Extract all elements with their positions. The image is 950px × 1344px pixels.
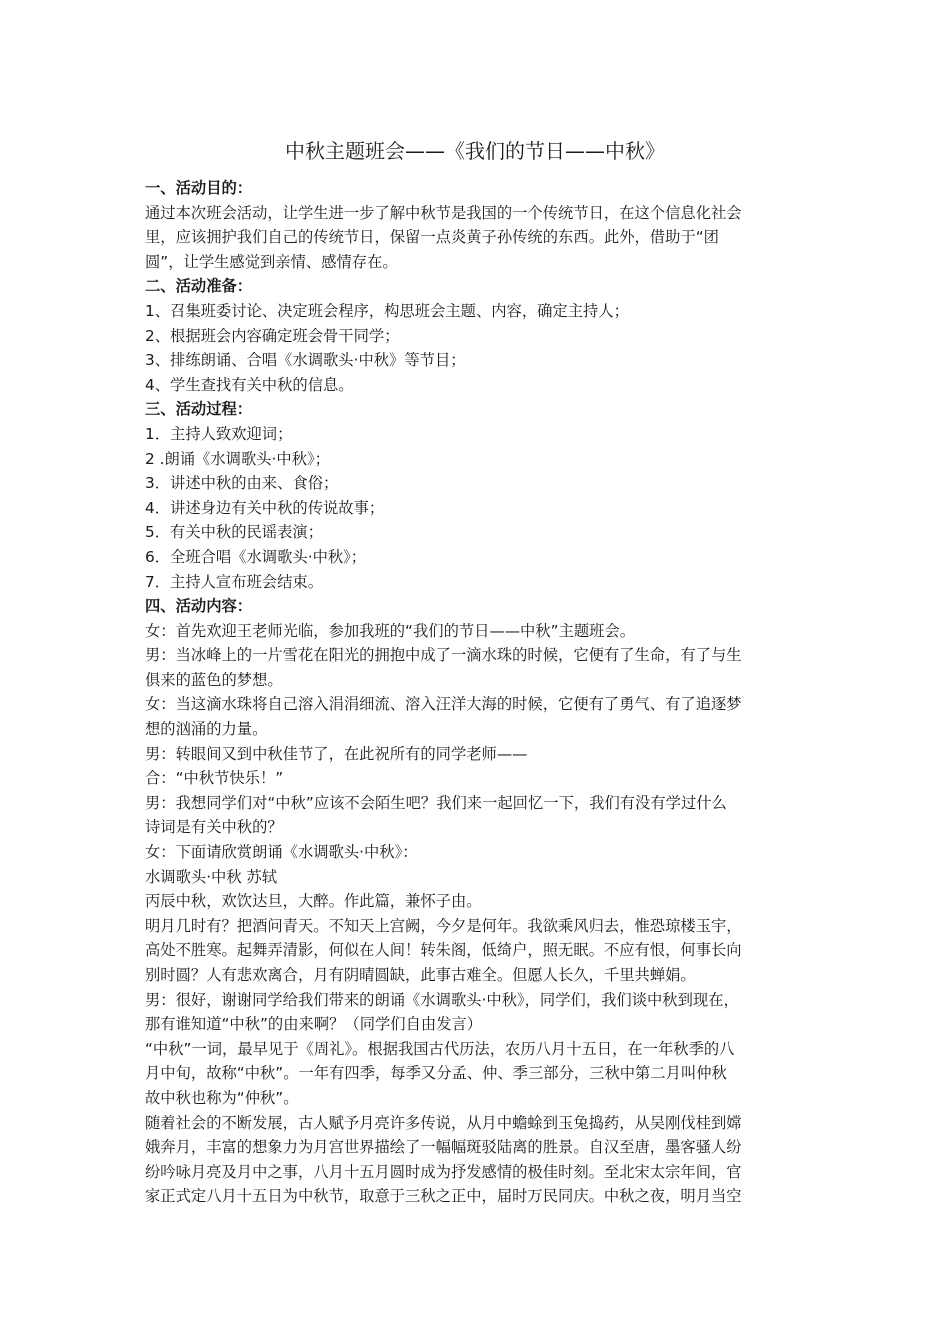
paragraph-line: 合：“中秋节快乐！”: [145, 769, 284, 788]
paragraph-line: 女：首先欢迎王老师光临，参加我班的“我们的节日——中秋”主题班会。: [145, 621, 636, 640]
paragraph-line: 那有谁知道“中秋”的由来啊？（同学们自由发言）: [145, 1015, 483, 1034]
section-heading: 二、活动准备：: [145, 277, 253, 296]
paragraph-line: 通过本次班会活动，让学生进一步了解中秋节是我国的一个传统节日，在这个信息化社会: [145, 203, 742, 222]
paragraph-line: 别时圆？人有悲欢离合，月有阴晴圆缺，此事古难全。但愿人长久，千里共蝉娟。: [145, 966, 696, 984]
paragraph-line: 男：转眼间又到中秋佳节了，在此祝所有的同学老师——: [145, 744, 528, 763]
paragraph-line: 圆”，让学生感觉到亲情、感情存在。: [145, 252, 398, 271]
paragraph-line: 3、排练朗诵、合唱《水调歌头·中秋》等节目；: [145, 351, 466, 370]
paragraph-line: 随着社会的不断发展，古人赋予月亮许多传说，从月中蟾蜍到玉兔捣药，从吴刚伐桂到嫦: [145, 1113, 742, 1132]
paragraph-line: 里，应该拥护我们自己的传统节日，保留一点炎黄子孙传统的东西。此外，借助于“团: [145, 228, 719, 247]
paragraph-line: 4．讲述身边有关中秋的传说故事；: [145, 498, 385, 517]
paragraph-line: 想的汹涌的力量。: [145, 720, 268, 739]
section-heading: 一、活动目的：: [145, 179, 253, 197]
paragraph-line: 家正式定八月十五日为中秋节，取意于三秋之正中，届时万民同庆。中秋之夜，明月当空: [145, 1187, 742, 1206]
paragraph-line: 丙辰中秋，欢饮达旦，大醉。作此篇，兼怀子由。: [145, 892, 482, 911]
paragraph-line: “中秋”一词，最早见于《周礼》。根据我国古代历法，农历八月十五日，在一年秋季的八: [145, 1039, 735, 1058]
paragraph-line: 俱来的蓝色的梦想。: [145, 670, 283, 689]
paragraph-line: 1．主持人致欢迎词；: [145, 424, 293, 443]
paragraph-line: 5．有关中秋的民谣表演；: [145, 523, 323, 542]
paragraph-line: 男：当冰峰上的一片雪花在阳光的拥抱中成了一滴水珠的时候，它便有了生命，有了与生: [145, 646, 742, 665]
paragraph-line: 高处不胜寒。起舞弄清影，何似在人间！转朱阁，低绮户，照无眠。不应有恨，何事长向: [145, 941, 742, 960]
paragraph-line: 2、根据班会内容确定班会骨干同学；: [145, 326, 400, 345]
paragraph-line: 3．讲述中秋的由来、食俗；: [145, 474, 339, 493]
paragraph-line: 水调歌头·中秋 苏轼: [145, 867, 278, 886]
paragraph-line: 故中秋也称为“仲秋”。: [145, 1088, 299, 1107]
paragraph-line: 明月几时有？把酒问青天。不知天上宫阙，今夕是何年。我欲乘风归去，惟恐琼楼玉宇，: [145, 916, 742, 935]
paragraph-line: 诗词是有关中秋的？: [145, 818, 283, 837]
section-heading: 三、活动过程：: [145, 400, 253, 419]
paragraph-line: 4、学生查找有关中秋的信息。: [145, 375, 354, 394]
paragraph-line: 1、召集班委讨论、决定班会程序，构思班会主题、内容，确定主持人；: [145, 301, 629, 320]
document-title: 中秋主题班会——《我们的节日——中秋》: [285, 139, 665, 163]
paragraph-line: 女：下面请欣赏朗诵《水调歌头·中秋》：: [145, 843, 418, 862]
section-heading: 四、活动内容：: [145, 597, 253, 616]
paragraph-line: 女：当这滴水珠将自己溶入涓涓细流、溶入汪洋大海的时候，它便有了勇气、有了追逐梦: [145, 695, 742, 714]
document-body: [145, 176, 807, 1209]
paragraph-line: 男：很好，谢谢同学给我们带来的朗诵《水调歌头·中秋》，同学们，我们谈中秋到现在，: [145, 990, 739, 1009]
paragraph-line: 7．主持人宣布班会结束。: [145, 572, 323, 591]
paragraph-line: 纷吟咏月亮及月中之事，八月十五月圆时成为抒发感情的极佳时刻。至北宋太宗年间，官: [145, 1162, 742, 1181]
paragraph-line: 6．全班合唱《水调歌头·中秋》；: [145, 547, 367, 566]
paragraph-line: 2 .朗诵《水调歌头·中秋》；: [145, 449, 330, 468]
paragraph-line: 男：我想同学们对“中秋”应该不会陌生吧？我们来一起回忆一下，我们有没有学过什么: [145, 793, 727, 812]
paragraph-line: 娥奔月，丰富的想象力为月宫世界描绘了一幅幅斑驳陆离的胜景。自汉至唐，墨客骚人纷: [145, 1138, 742, 1157]
paragraph-line: 月中旬，故称“中秋”。一年有四季，每季又分孟、仲、季三部分，三秋中第二月叫仲秋: [145, 1064, 727, 1083]
